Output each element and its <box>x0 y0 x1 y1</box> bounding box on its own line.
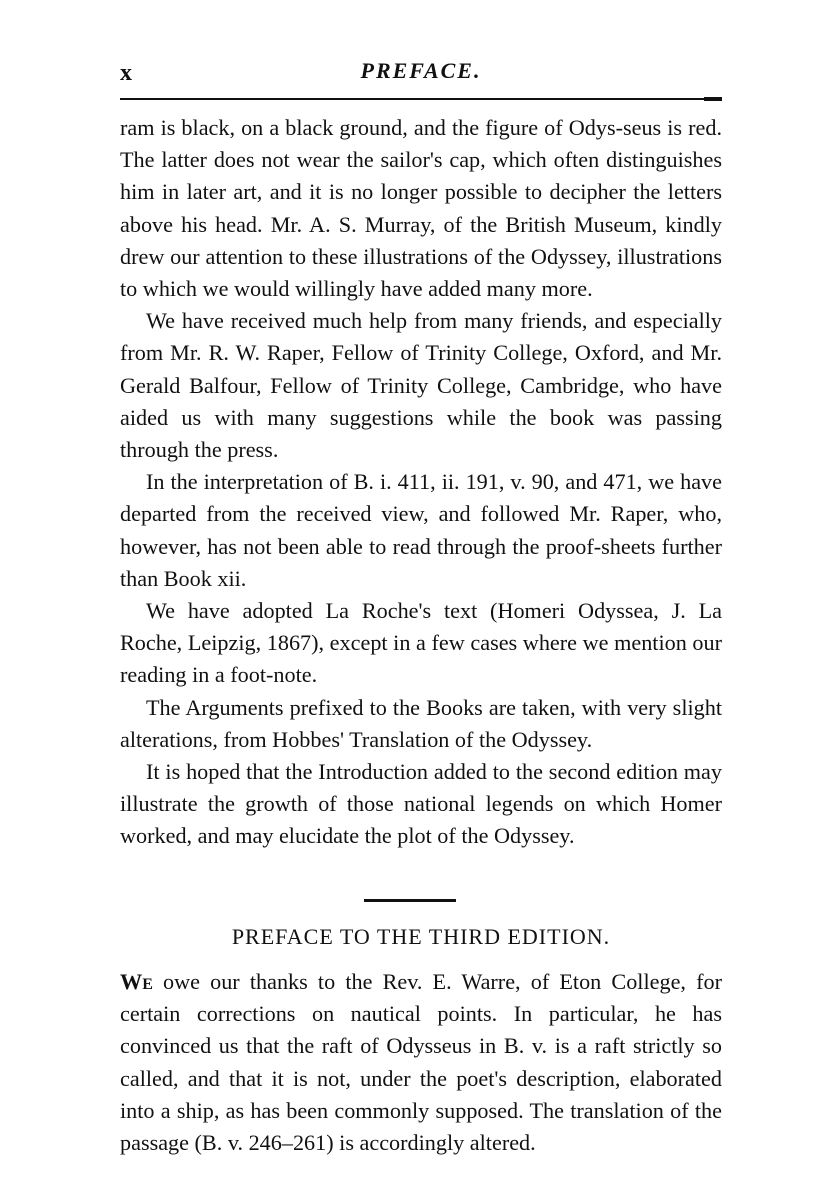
third-edition-heading: PREFACE TO THE THIRD EDITION. <box>231 924 611 949</box>
third-edition-text: owe our thanks to the Rev. E. Warre, of Eton College, for certain corrections on nautical points. In particular, he has convinced us that the raft of Odysseus in B. v. is a raft strictly so called, and that it is not, under the poet's description, elaborated into a ship, as has been commonly supposed. The translation of the passage (B. v. 246–261) is accordingly altered. <box>120 969 722 1156</box>
third-edition-paragraph <box>120 966 722 1159</box>
page-number: x <box>120 60 132 86</box>
paragraph-continuation: ram is black, on a black ground, and the figure of Odys-seus is red. The latter does not wear the sailor's cap, which often distinguishes him in later art, and it is no longer possible to decipher the letters above his head. Mr. A. S. Murray, of the British Museum, kindly drew our attention to these illustrations of the Odyssey, illustrations to which we would willingly have added many more. <box>120 115 722 302</box>
paragraph-introduction: It is hoped that the Introduction added to the second edition may illustrate the growth of those national legends on which Homer worked, and may elucidate the plot of the Odyssey. <box>120 759 722 849</box>
section-divider <box>364 899 456 902</box>
paragraph-interpretation: In the interpretation of B. i. 411, ii. 191, v. 90, and 471, we have departed from the received view, and followed Mr. Raper, who, however, has not been able to read through the proof-sheets further than Book xii. <box>120 469 722 591</box>
paragraph-arguments: The Arguments prefixed to the Books are taken, with very slight alterations, from Hobbes' Translation of the Odyssey. <box>120 694 722 752</box>
running-title: PREFACE. <box>360 58 482 83</box>
running-head <box>120 58 722 92</box>
paragraph-acknowledgements: We have received much help from many friends, and especially from Mr. R. W. Raper, Fellow of Trinity College, Oxford, and Mr. Gerald Balfour, Fellow of Trinity College, Cambridge, who have aided us with many suggestions while the book was passing through the press. <box>120 308 722 463</box>
header-rule <box>120 98 722 100</box>
opening-word: We <box>120 969 153 994</box>
third-edition-body <box>120 966 722 1159</box>
preface-body <box>120 112 722 853</box>
paragraph-text-source: We have adopted La Roche's text (Homeri Odyssea, J. La Roche, Leipzig, 1867), except in a few cases where we mention our reading in a foot-note. <box>120 598 722 688</box>
